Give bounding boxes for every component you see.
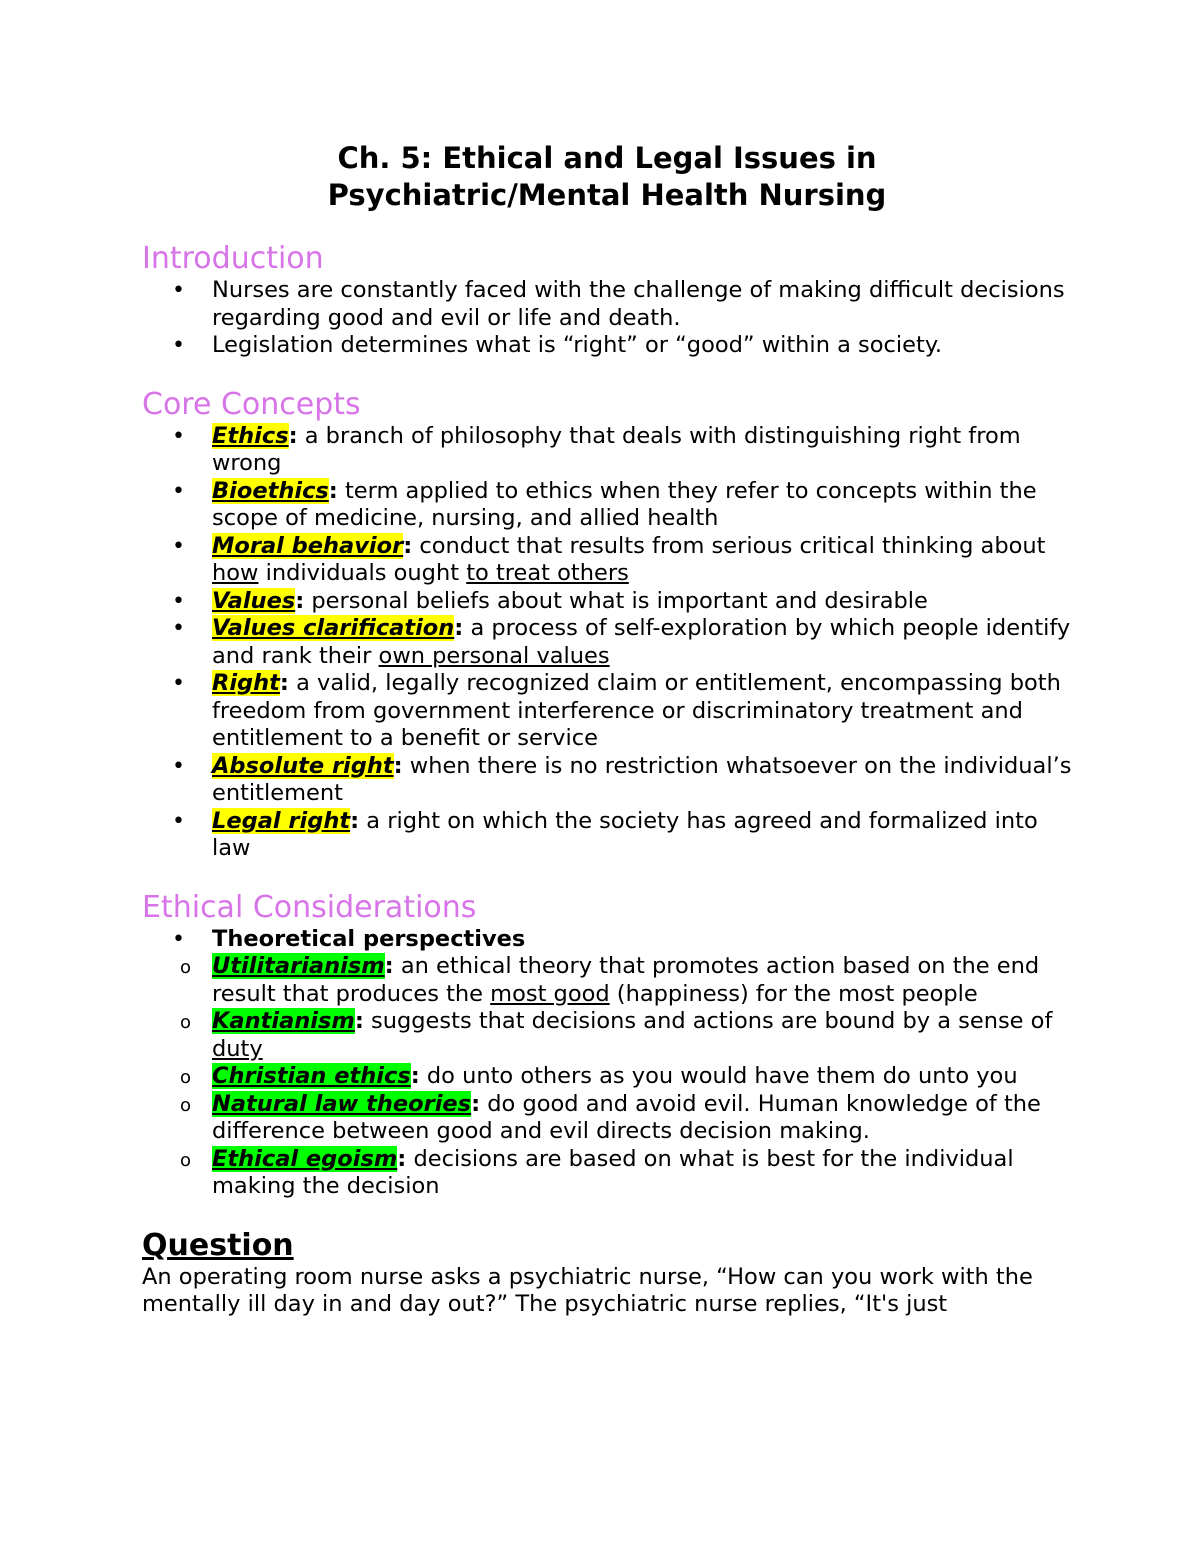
term-right: Right (212, 670, 280, 696)
list-item (142, 926, 1072, 1201)
definition: (happiness) for the most people (609, 980, 978, 1007)
definition: do unto others as you would have them do unto you (419, 1063, 1018, 1089)
list-item: o Christian ethics: do unto others as you would have them do unto you (142, 1063, 1072, 1091)
definition: a branch of philosophy that deals with distinguishing right from wrong (212, 422, 1021, 476)
definition: decisions are based on what is best for the individual making the decision (212, 1145, 1014, 1199)
term-ethics: Ethics (212, 422, 289, 449)
list-item: • Nurses are constantly faced with the challenge of making difficult decisions regarding good and evil or life and death. (142, 277, 1072, 332)
term-bioethics: Bioethics (212, 477, 329, 504)
list-item: o Utilitarianism: an ethical theory that promotes action based on the end result that produces the most good (happiness) for the most people (142, 953, 1072, 1008)
core-concepts-list (142, 423, 1072, 863)
ethical-considerations-list (142, 926, 1072, 1201)
list-item: o Natural law theories: do good and avoid evil. Human knowledge of the difference between good and evil directs decision making. (142, 1091, 1072, 1146)
term-ethical-egoism: Ethical egoism (212, 1145, 398, 1172)
definition: a valid, legally recognized claim or entitlement, encompassing both freedom from government interference or discriminatory treatment and entitlement to a benefit or service (212, 670, 1061, 751)
definition: an ethical theory that promotes action based on the end result that produces the (212, 953, 1040, 1007)
underlined-text: to treat others (466, 560, 629, 586)
list-item: • Values clarification: a process of self-exploration by which people identify and rank their own personal values (142, 615, 1072, 670)
list-item: • Legal right: a right on which the society has agreed and formalized into law (142, 808, 1072, 863)
term-christian-ethics: Christian ethics (212, 1063, 411, 1089)
term-utilitarianism: Utilitarianism (212, 953, 385, 979)
theoretical-perspectives-label: Theoretical perspectives (212, 925, 526, 952)
question-text: An operating room nurse asks a psychiatric nurse, “How can you work with the mentally ill day in and day out?” The psychiatric nurse replies, “It's just (142, 1263, 1033, 1317)
title-line-2: Psychiatric/Mental Health Nursing (327, 178, 887, 212)
title-line-1: Ch. 5: Ethical and Legal Issues in (337, 141, 877, 175)
page-title (142, 140, 1072, 214)
definition: do good and avoid evil. Human knowledge of the difference between good and evil directs decision making. (212, 1090, 1041, 1144)
underlined-text: most good (490, 980, 610, 1007)
list-item: o Ethical egoism: decisions are based on what is best for the individual making the decision (142, 1146, 1072, 1201)
definition: a process of self-exploration by which people identify and rank their (212, 615, 1071, 669)
definition: individuals ought (258, 560, 467, 586)
list-item: • Bioethics: term applied to ethics when they refer to concepts within the scope of medicine, nursing, and allied health (142, 478, 1072, 533)
term-absolute-right: Absolute right (212, 752, 394, 779)
introduction-list (142, 277, 1072, 360)
list-item: • Legislation determines what is “right” or “good” within a society. (142, 332, 1072, 360)
term-moral-behavior: Moral behavior (212, 532, 404, 559)
definition: a right on which the society has agreed and formalized into law (212, 807, 1038, 861)
definition: when there is no restriction whatsoever on the individual’s entitlement (212, 752, 1072, 806)
list-item: • Right: a valid, legally recognized claim or entitlement, encompassing both freedom from government interference or discriminatory treatment and entitlement to a benefit or service (142, 670, 1072, 753)
list-item: • Absolute right: when there is no restriction whatsoever on the individual’s entitlement (142, 753, 1072, 808)
definition: term applied to ethics when they refer to concepts within the scope of medicine, nursing, and allied health (212, 477, 1037, 531)
underlined-text: duty (212, 1035, 263, 1062)
definition: suggests that decisions and actions are bound by a sense of (363, 1008, 1053, 1034)
list-item: • Ethics: a branch of philosophy that deals with distinguishing right from wrong (142, 423, 1072, 478)
underlined-text: own personal values (378, 642, 610, 669)
introduction-heading: Introduction (142, 241, 324, 276)
question-heading: Question (142, 1227, 294, 1263)
term-values: Values (212, 587, 296, 614)
definition: conduct that results from serious critical thinking about (412, 532, 1046, 559)
term-natural-law-theories: Natural law theories (212, 1090, 472, 1117)
term-legal-right: Legal right (212, 807, 351, 834)
underlined-text: how (212, 560, 259, 586)
list-item: • Values: personal beliefs about what is important and desirable (142, 588, 1072, 616)
term-kantianism: Kantianism (212, 1008, 355, 1034)
term-values-clarification: Values clarification (212, 615, 455, 641)
core-concepts-heading: Core Concepts (142, 386, 361, 422)
ethical-considerations-heading: Ethical Considerations (142, 889, 477, 925)
list-item: o Kantianism: suggests that decisions and actions are bound by a sense of duty (142, 1008, 1072, 1063)
theories-list (142, 953, 1072, 1201)
definition: personal beliefs about what is important and desirable (304, 587, 928, 614)
document-body (142, 140, 1072, 1319)
list-item: • Moral behavior: conduct that results from serious critical thinking about how individuals ought to treat others (142, 533, 1072, 588)
